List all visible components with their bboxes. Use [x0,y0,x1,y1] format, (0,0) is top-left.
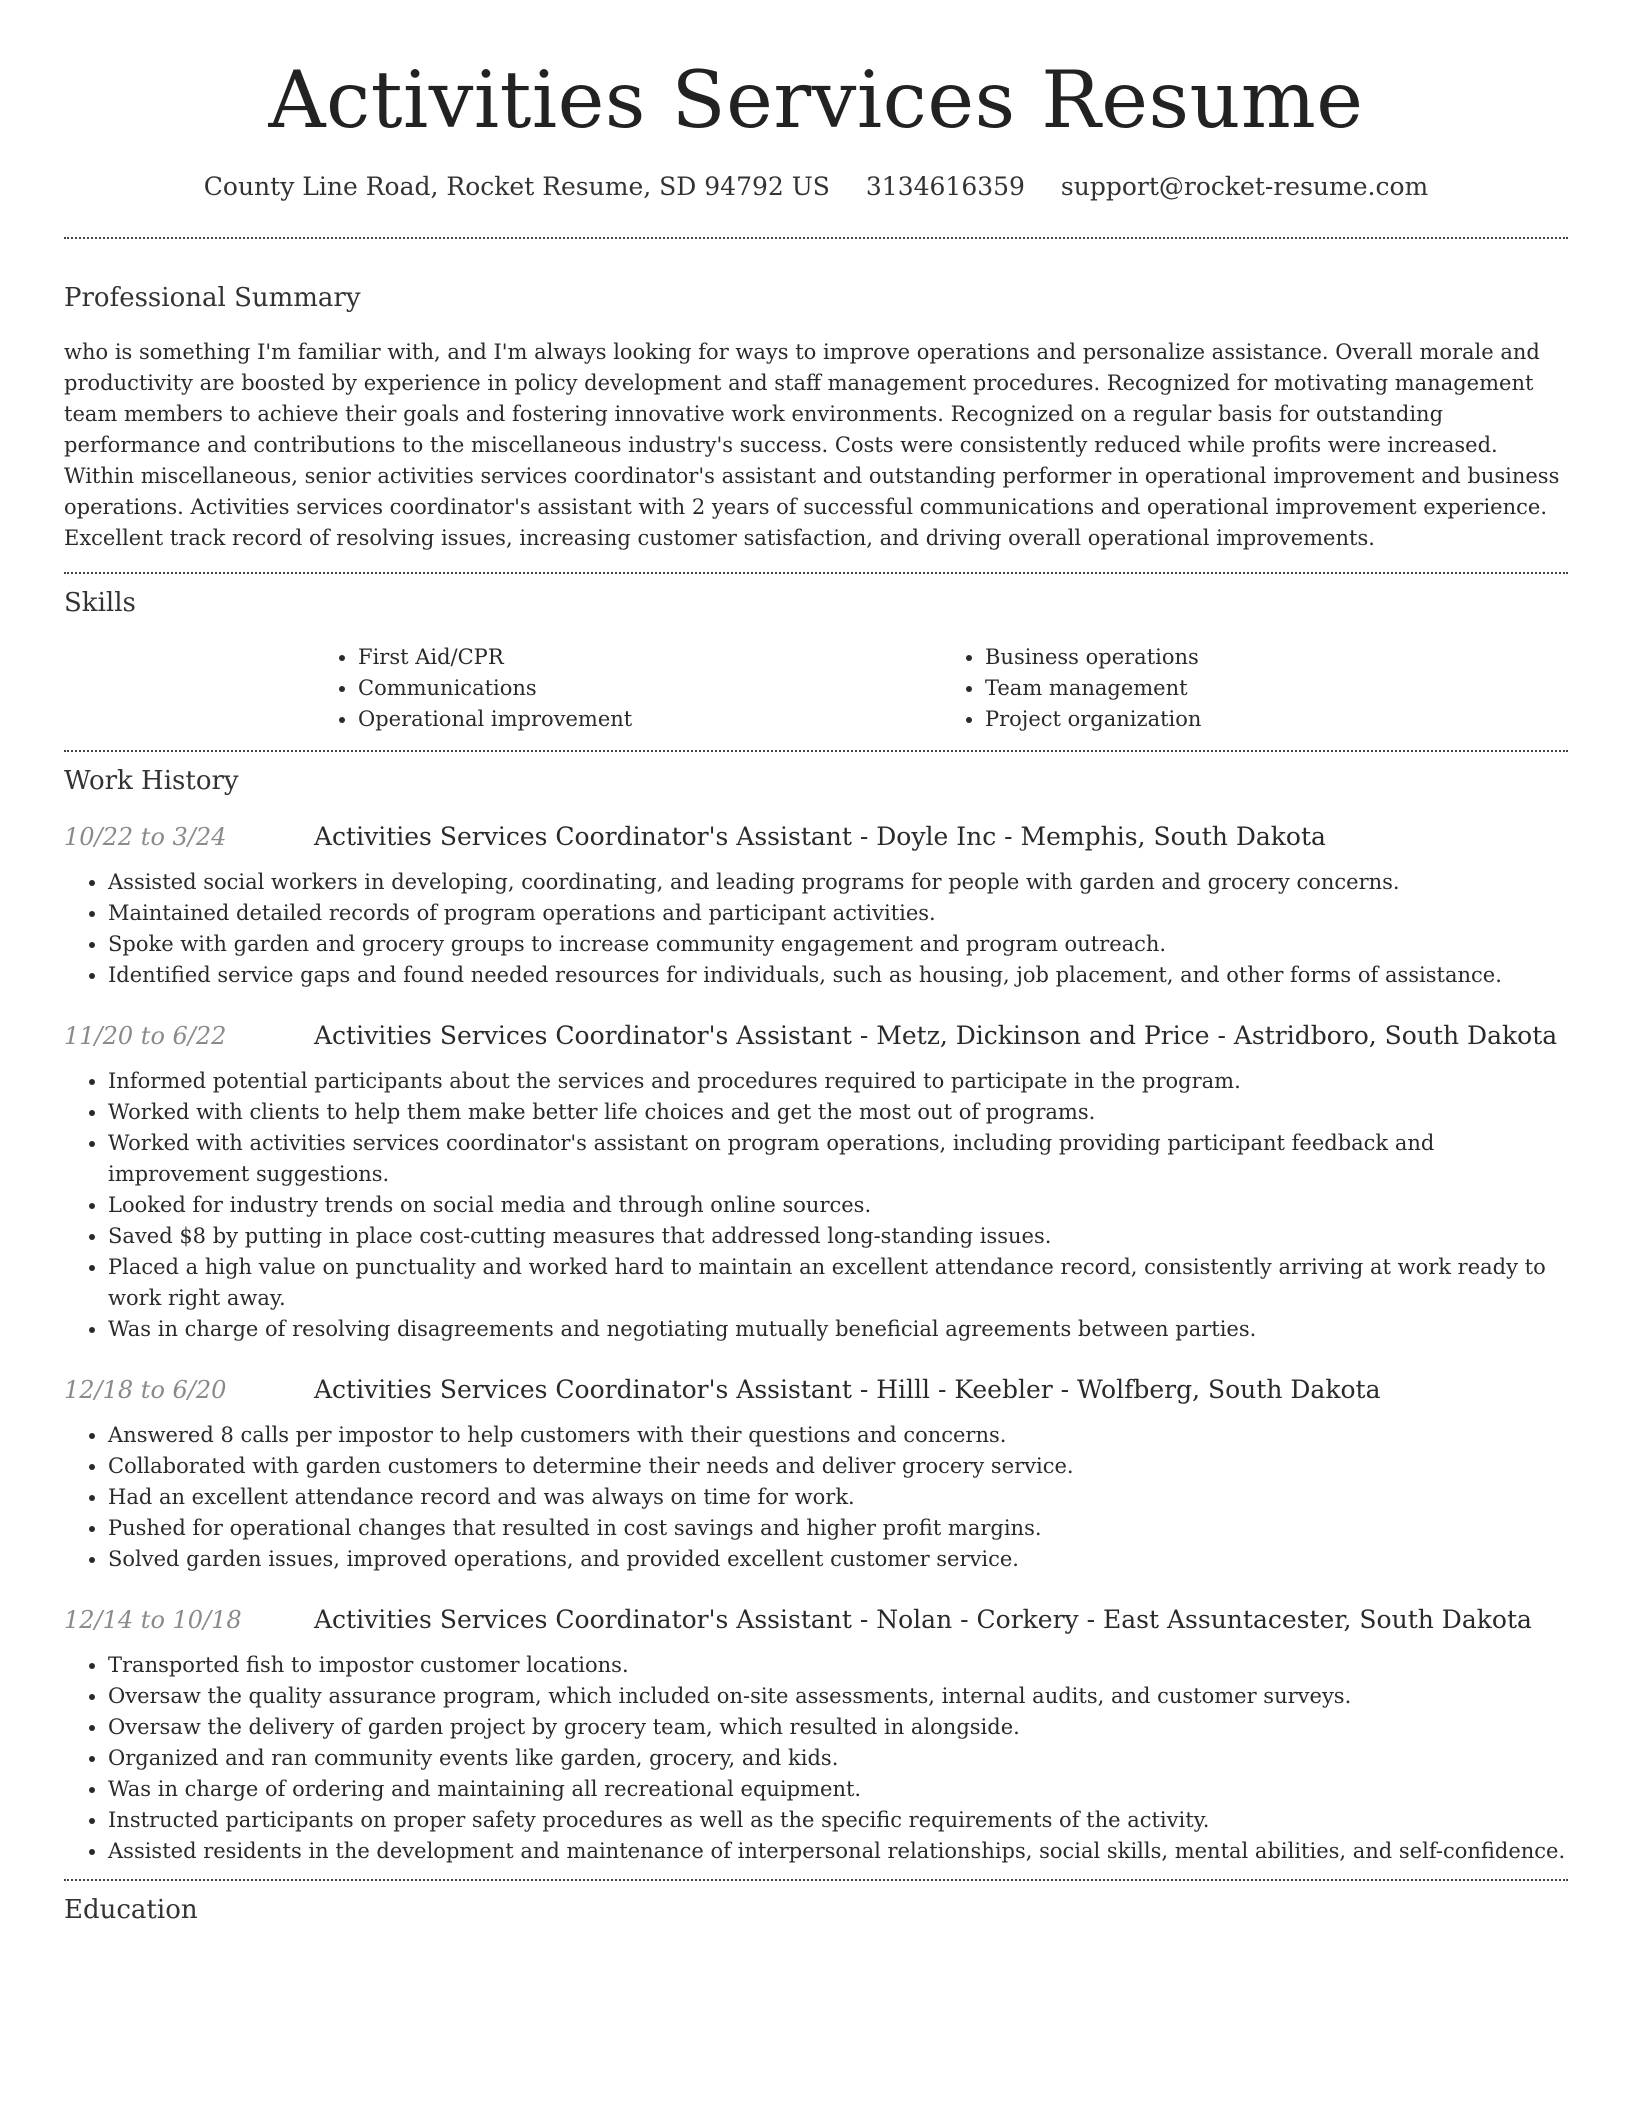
job-bullet: • Answered 8 calls per impostor to help customers with their questions and concerns. [108,1420,1568,1451]
job-bullet: • Collaborated with garden customers to determine their needs and deliver grocery service. [108,1451,1568,1482]
job-entry [64,1019,1568,1345]
section-divider [64,750,1568,752]
job-dates: 10/22 to 3/24 [64,823,227,851]
contact-email: support@rocket-resume.com [1060,172,1429,201]
job-title: Activities Services Coordinator's Assistant - Hilll - Keebler - Wolfberg, South Dakota [314,1375,1381,1404]
job-bullet: • Maintained detailed records of program operations and participant activities. [108,898,1568,929]
skills-list [314,642,1568,735]
section-title-work-history: Work History [64,766,239,796]
job-entry [64,1373,1568,1575]
skill-item: • Operational improvement [358,704,941,735]
contact-address: County Line Road, Rocket Resume, SD 94792 US [203,172,830,201]
job-bullet: • Informed potential participants about the services and procedures required to participate in the program. [108,1066,1568,1097]
job-bullet: • Was in charge of resolving disagreements and negotiating mutually beneficial agreements between parties. [108,1314,1568,1345]
skill-item: • First Aid/CPR [358,642,941,673]
job-title: Activities Services Coordinator's Assistant - Doyle Inc - Memphis, South Dakota [314,822,1326,851]
job-bullet: • Pushed for operational changes that resulted in cost savings and higher profit margins. [108,1513,1568,1544]
job-bullet: • Spoke with garden and grocery groups to increase community engagement and program outreach. [108,929,1568,960]
job-bullet: • Transported fish to impostor customer locations. [108,1650,1568,1681]
section-title-education: Education [64,1895,198,1925]
job-bullet: • Identified service gaps and found needed resources for individuals, such as housing, job placement, and other forms of assistance. [108,960,1568,991]
section-title-summary: Professional Summary [64,283,361,313]
job-entry [64,1603,1568,1867]
resume-title: Activities Services Resume [268,54,1364,146]
summary-text: who is something I'm familiar with, and I'm always looking for ways to improve operations and personalize assistance. Overall morale and productivity are boosted by experience in policy development and staff management procedures. Recognized for motivating management team members to achieve their goals and fostering innovative work environments. Recognized on a regular basis for outstanding performance and contributions to the miscellaneous industry's success. Costs were consistently reduced while profits were increased. Within miscellaneous, senior activities services coordinator's assistant and outstanding performer in operational improvement and business operations. Activities services coordinator's assistant with 2 years of successful communications and operational improvement experience. Excellent track record of resolving issues, increasing customer satisfaction, and driving overall operational improvements. [64,340,1560,550]
job-bullets [64,1650,1568,1867]
contact-phone: 3134616359 [865,172,1025,201]
job-bullet: • Was in charge of ordering and maintaining all recreational equipment. [108,1774,1568,1805]
job-bullet: • Had an excellent attendance record and was always on time for work. [108,1482,1568,1513]
job-bullets [64,867,1568,991]
job-bullet: • Solved garden issues, improved operations, and provided excellent customer service. [108,1544,1568,1575]
contact-line [64,170,1568,204]
job-header [64,820,1568,854]
skills-column-right [941,642,1568,735]
job-bullet: • Worked with activities services coordinator's assistant on program operations, including providing participant feedback and improvement suggestions. [108,1128,1568,1190]
job-bullet: • Assisted social workers in developing, coordinating, and leading programs for people with garden and grocery concerns. [108,867,1568,898]
section-divider [64,572,1568,574]
job-header [64,1603,1568,1637]
job-bullet: • Oversaw the quality assurance program, which included on-site assessments, internal audits, and customer surveys. [108,1681,1568,1712]
skill-item: • Team management [985,673,1568,704]
job-bullets [64,1066,1568,1345]
section-title-skills: Skills [64,588,136,618]
job-title: Activities Services Coordinator's Assistant - Metz, Dickinson and Price - Astridboro, South Dakota [314,1021,1558,1050]
section-divider [64,237,1568,239]
job-dates: 12/18 to 6/20 [64,1376,227,1404]
job-bullet: • Oversaw the delivery of garden project by grocery team, which resulted in alongside. [108,1712,1568,1743]
job-bullet: • Looked for industry trends on social media and through online sources. [108,1190,1568,1221]
job-dates: 12/14 to 10/18 [64,1606,242,1634]
job-bullets [64,1420,1568,1575]
job-title: Activities Services Coordinator's Assistant - Nolan - Corkery - East Assuntacester, South Dakota [314,1605,1532,1634]
skill-item: • Communications [358,673,941,704]
skill-item: • Project organization [985,704,1568,735]
job-header [64,1019,1568,1053]
job-bullet: • Placed a high value on punctuality and worked hard to maintain an excellent attendance record, consistently arriving at work ready to work right away. [108,1252,1568,1314]
skills-column-left [314,642,941,735]
job-bullet: • Organized and ran community events like garden, grocery, and kids. [108,1743,1568,1774]
job-dates: 11/20 to 6/22 [64,1022,227,1050]
job-bullet: • Saved $8 by putting in place cost-cutting measures that addressed long-standing issues. [108,1221,1568,1252]
skill-item: • Business operations [985,642,1568,673]
job-bullet: • Instructed participants on proper safety procedures as well as the specific requirements of the activity. [108,1805,1568,1836]
job-header [64,1373,1568,1407]
job-bullet: • Worked with clients to help them make better life choices and get the most out of programs. [108,1097,1568,1128]
section-divider [64,1879,1568,1881]
job-entry [64,820,1568,991]
job-bullet: • Assisted residents in the development and maintenance of interpersonal relationships, social skills, mental abilities, and self-confidence. [108,1836,1568,1867]
